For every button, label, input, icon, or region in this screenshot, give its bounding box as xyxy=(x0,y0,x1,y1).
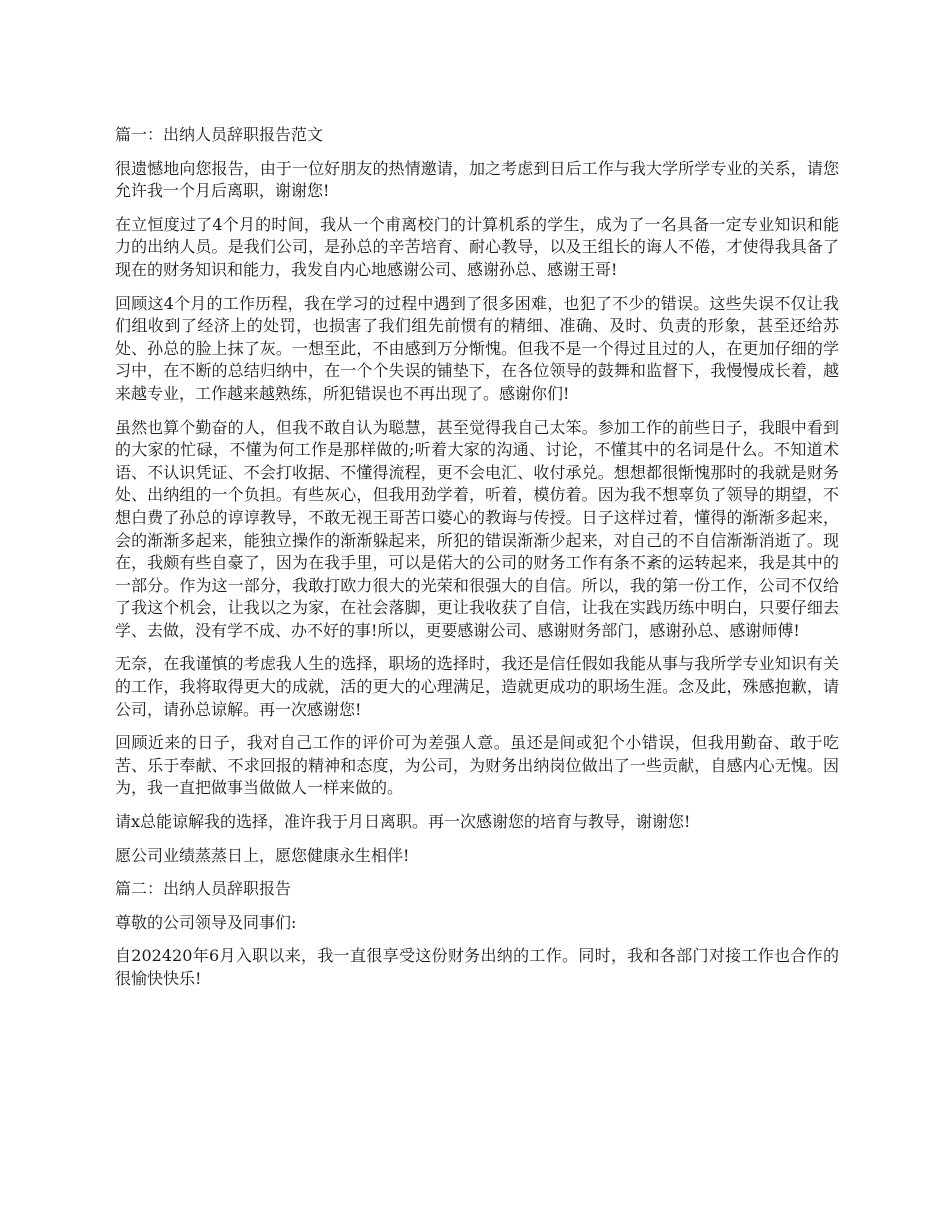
paragraph: 请x总能谅解我的选择，准许我于月日离职。再一次感谢您的培育与教导，谢谢您! xyxy=(115,812,691,832)
document-body xyxy=(115,124,839,1002)
paragraph: 很遗憾地向您报告，由于一位好朋友的热情邀请，加之考虑到日后工作与我大学所学专业的关系，请您允许我一个月后离职，谢谢您! xyxy=(115,158,839,201)
section-two-title: 篇二：出纳人员辞职报告 xyxy=(115,879,292,899)
paragraph: 无奈，在我谨慎的考虑我人生的选择，职场的选择时，我还是信任假如我能从事与我所学专业知识有关的工作，我将取得更大的成就，活的更大的心理满足，造就更成功的职场生涯。念及此，殊感抱歉，请公司，请孙总谅解。再一次感谢您! xyxy=(115,654,839,719)
paragraph: 自202420年6月入职以来，我一直很享受这份财务出纳的工作。同时，我和各部门对接工作也合作的很愉快快乐! xyxy=(115,946,839,988)
paragraph: 在立恒度过了4个月的时间，我从一个甫离校门的计算机系的学生，成为了一名具备一定专业知识和能力的出纳人员。是我们公司，是孙总的辛苦培育、耐心教导，以及王组长的诲人不倦，才使得我具备了现在的财务知识和能力，我发自内心地感谢公司、感谢孙总、感谢王哥! xyxy=(115,214,839,279)
paragraph: 回顾这4个月的工作历程，我在学习的过程中遇到了很多困难，也犯了不少的错误。这些失误不仅让我们组收到了经济上的处罚，也损害了我们组先前惯有的精细、准确、及时、负责的形象，甚至还给苏处、孙总的脸上抹了灰。一想至此，不由感到万分惭愧。但我不是一个得过且过的人，在更加仔细的学习中，在不断的总结归纳中，在一个个失误的铺垫下，在各位领导的鼓舞和监督下，我慢慢成长着，越来越专业，工作越来越熟练，所犯错误也不再出现了。感谢你们! xyxy=(115,293,839,403)
paragraph: 回顾近来的日子，我对自己工作的评价可为差强人意。虽还是间或犯个小错误，但我用勤奋、敢于吃苦、乐于奉献、不求回报的精神和态度，为公司，为财务出纳岗位做出了一些贡献，自感内心无愧。因为，我一直把做事当做做人一样来做的。 xyxy=(115,733,839,798)
paragraph: 虽然也算个勤奋的人，但我不敢自认为聪慧，甚至觉得我自己太笨。参加工作的前些日子，我眼中看到的大家的忙碌，不懂为何工作是那样做的;听着大家的沟通、讨论，不懂其中的名词是什么。不知道术语、不认识凭证、不会打收据、不懂得流程，更不会电汇、收付承兑。想想都很惭愧那时的我就是财务处、出纳组的一个负担。有些灰心，但我用劲学着，听着，模仿着。因为我不想辜负了领导的期望，不想白费了孙总的谆谆教导，不敢无视王哥苦口婆心的教诲与传授。日子这样过着，懂得的渐渐多起来，会的渐渐多起来，能独立操作的渐渐躲起来，所犯的错误渐渐少起来，对自己的不自信渐渐消逝了。现在，我颇有些自豪了，因为在我手里，可以是偌大的公司的财务工作有条不紊的运转起来，我是其中的一部分。作为这一部分，我敢打欧力很大的光荣和很强大的自信。所以，我的第一份工作，公司不仅给了我这个机会，让我以之为家，在社会落脚，更让我收获了自信，让我在实践历练中明白，只要仔细去学、去做，没有学不成、办不好的事!所以，更要感谢公司、感谢财务部门，感谢孙总、感谢师傅! xyxy=(115,417,839,640)
paragraph: 愿公司业绩蒸蒸日上，愿您健康永生相伴! xyxy=(115,845,410,865)
salutation: 尊敬的公司领导及同事们: xyxy=(115,912,297,932)
section-one-title: 篇一：出纳人员辞职报告范文 xyxy=(115,125,324,144)
